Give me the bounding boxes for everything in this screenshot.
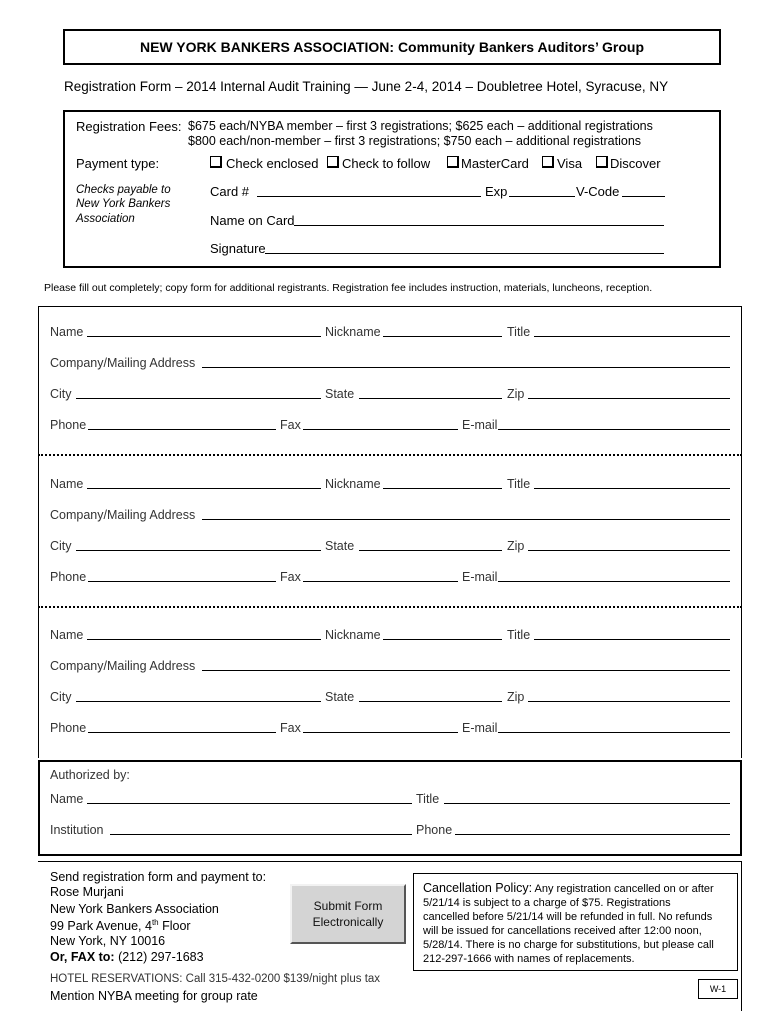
card-number-field[interactable] — [257, 196, 481, 197]
street-address-suffix: th — [151, 918, 159, 927]
payment-type-label: Payment type: — [76, 156, 160, 171]
submit-form-button[interactable] — [290, 884, 406, 944]
registrant-1-phone-label: Phone — [50, 418, 87, 432]
cancellation-heading: Cancellation Policy: — [423, 881, 533, 895]
registrant-2-state-field[interactable] — [359, 550, 502, 551]
street-address-floor: Floor — [158, 919, 191, 934]
registrant-3-nickname-label: Nickname — [325, 628, 381, 642]
registrant-1-nickname-label: Nickname — [325, 325, 381, 339]
institution-label: Institution — [50, 823, 104, 837]
registrant-2-nickname-label: Nickname — [325, 477, 381, 491]
registrant-2-email-label: E-mail — [462, 570, 498, 584]
submit-button-line-1: Submit Form — [313, 899, 383, 913]
visa-label: Visa — [557, 156, 583, 171]
fax-line — [50, 951, 204, 964]
registrant-1-state-field[interactable] — [359, 398, 502, 399]
registrant-3-city-field[interactable] — [76, 701, 321, 702]
registrants-box — [38, 306, 742, 758]
fee-line-members: $675 each/NYBA member – first 3 registrations; $625 each – additional registrations — [188, 119, 653, 133]
registrant-1-nickname-field[interactable] — [383, 336, 502, 337]
registrant-3-fax-label: Fax — [280, 721, 301, 735]
registrant-1-address-label: Company/Mailing Address — [50, 356, 196, 370]
signature-field[interactable] — [265, 253, 664, 254]
registrant-3-zip-label: Zip — [507, 690, 525, 704]
check-enclosed-checkbox[interactable] — [210, 156, 222, 168]
page-title: NEW YORK BANKERS ASSOCIATION: Community Bankers Auditors’ Group — [139, 39, 645, 55]
registrant-3-title-field[interactable] — [534, 639, 730, 640]
registrant-1-email-label: E-mail — [462, 418, 498, 432]
payee-name-line-1: New York Bankers — [76, 198, 171, 210]
form-instructions: Please fill out completely; copy form for additional registrants. Registration fee includes instruction, materials, luncheons, reception. — [44, 282, 653, 294]
cancellation-text-4: 5/28/14. There is no charge for substitutions, but please call — [423, 939, 714, 951]
name-on-card-field[interactable] — [294, 225, 664, 226]
registrant-divider — [38, 454, 742, 456]
registrant-1-phone-field[interactable] — [88, 429, 276, 430]
checks-payable-note: Checks payable to — [76, 184, 171, 196]
registrant-2-fax-field[interactable] — [303, 581, 458, 582]
registrant-1-city-field[interactable] — [76, 398, 321, 399]
mastercard-label: MasterCard — [461, 156, 529, 171]
submit-button-line-2: Electronically — [312, 915, 384, 929]
registrant-2-title-label: Title — [507, 477, 531, 491]
registrant-3-phone-label: Phone — [50, 721, 87, 735]
registrant-2-nickname-field[interactable] — [383, 488, 502, 489]
check-to-follow-checkbox[interactable] — [327, 156, 339, 168]
registrant-3-email-field[interactable] — [498, 732, 730, 733]
discover-checkbox[interactable] — [596, 156, 608, 168]
expiration-field[interactable] — [509, 196, 575, 197]
registrant-1-name-field[interactable] — [87, 336, 321, 337]
registrant-2-fax-label: Fax — [280, 570, 301, 584]
registrant-1-zip-field[interactable] — [528, 398, 730, 399]
form-code-box — [698, 979, 738, 999]
registrant-1-title-label: Title — [507, 325, 531, 339]
discover-label: Discover — [610, 156, 661, 171]
authorized-heading: Authorized by: — [50, 768, 130, 782]
group-rate-note: Mention NYBA meeting for group rate — [50, 989, 258, 1003]
registrant-3-state-label: State — [325, 690, 355, 704]
title-box — [63, 29, 721, 65]
registrant-3-name-field[interactable] — [87, 639, 321, 640]
registrant-2-email-field[interactable] — [498, 581, 730, 582]
hotel-reservations: HOTEL RESERVATIONS: Call 315-432-0200 $139/night plus tax — [50, 973, 381, 985]
authorized-title-label: Title — [416, 792, 440, 806]
registrant-2-city-label: City — [50, 539, 72, 553]
cancellation-text-5: 212-297-1666 with names of replacements. — [423, 953, 635, 965]
fax-label: Or, FAX to: — [50, 950, 115, 964]
registrant-2-name-field[interactable] — [87, 488, 321, 489]
cancellation-text-0: Any registration cancelled on or after — [532, 883, 714, 895]
registrant-1-address-field[interactable] — [202, 367, 730, 368]
street-address-main: 99 Park Avenue, 4 — [50, 919, 152, 934]
signature-label: Signature — [210, 241, 266, 256]
send-to-heading: Send registration form and payment to: — [50, 870, 267, 884]
street-address — [50, 919, 191, 933]
cancellation-text-2: cancelled before 5/21/14 will be refunded in full. No refunds — [423, 911, 713, 923]
name-on-card-label: Name on Card — [210, 213, 295, 228]
registration-fees-label: Registration Fees: — [76, 119, 182, 134]
registrant-3-state-field[interactable] — [359, 701, 502, 702]
registrant-1-email-field[interactable] — [498, 429, 730, 430]
mastercard-checkbox[interactable] — [447, 156, 459, 168]
authorized-box — [38, 760, 742, 856]
registrant-3-address-field[interactable] — [202, 670, 730, 671]
vcode-field[interactable] — [622, 196, 665, 197]
registrant-3-address-label: Company/Mailing Address — [50, 659, 196, 673]
authorized-title-field[interactable] — [444, 803, 730, 804]
card-number-label: Card # — [210, 184, 250, 199]
contact-name: Rose Murjani — [50, 885, 124, 899]
registrant-2-state-label: State — [325, 539, 355, 553]
registrant-1-fax-label: Fax — [280, 418, 301, 432]
registrant-3-email-label: E-mail — [462, 721, 498, 735]
authorized-phone-label: Phone — [416, 823, 453, 837]
registrant-3-fax-field[interactable] — [303, 732, 458, 733]
registrant-divider — [38, 606, 742, 608]
payee-name-line-2: Association — [76, 213, 135, 225]
registrant-2-zip-field[interactable] — [528, 550, 730, 551]
registrant-2-address-field[interactable] — [202, 519, 730, 520]
registrant-2-zip-label: Zip — [507, 539, 525, 553]
fax-number: (212) 297-1683 — [114, 950, 204, 964]
city-state-zip: New York, NY 10016 — [50, 934, 166, 948]
form-code: W-1 — [709, 984, 727, 994]
registrant-2-city-field[interactable] — [76, 550, 321, 551]
registrant-3-zip-field[interactable] — [528, 701, 730, 702]
cancellation-text-3: will be issued for cancellations received after 12:00 noon, — [423, 925, 702, 937]
check-to-follow-label: Check to follow — [342, 156, 431, 171]
authorized-phone-field[interactable] — [455, 834, 730, 835]
registrant-3-city-label: City — [50, 690, 72, 704]
page-subtitle: Registration Form – 2014 Internal Audit Training — June 2-4, 2014 – Doubletree Hotel, Syracuse, NY — [64, 79, 669, 94]
registrant-1-name-label: Name — [50, 325, 84, 339]
registrant-2-phone-field[interactable] — [88, 581, 276, 582]
authorized-name-field[interactable] — [87, 803, 412, 804]
registrant-1-city-label: City — [50, 387, 72, 401]
expiration-label: Exp — [485, 184, 508, 199]
visa-checkbox[interactable] — [542, 156, 554, 168]
registrant-2-phone-label: Phone — [50, 570, 87, 584]
registrant-2-name-label: Name — [50, 477, 84, 491]
registrant-1-fax-field[interactable] — [303, 429, 458, 430]
organization-name: New York Bankers Association — [50, 902, 219, 916]
registrant-3-phone-field[interactable] — [88, 732, 276, 733]
registrant-1-state-label: State — [325, 387, 355, 401]
registrant-3-name-label: Name — [50, 628, 84, 642]
registrant-3-title-label: Title — [507, 628, 531, 642]
cancellation-text-1: 5/21/14 is subject to a charge of $75. Registrations — [423, 897, 671, 909]
vcode-label: V-Code — [576, 184, 620, 199]
registrant-1-title-field[interactable] — [534, 336, 730, 337]
institution-field[interactable] — [110, 834, 412, 835]
registrant-2-title-field[interactable] — [534, 488, 730, 489]
registrant-1-zip-label: Zip — [507, 387, 525, 401]
registrant-2-address-label: Company/Mailing Address — [50, 508, 196, 522]
check-enclosed-label: Check enclosed — [226, 156, 319, 171]
fee-line-nonmembers: $800 each/non-member – first 3 registrations; $750 each – additional registrations — [188, 134, 642, 148]
authorized-name-label: Name — [50, 792, 84, 806]
cancellation-first-line — [423, 882, 714, 895]
registrant-3-nickname-field[interactable] — [383, 639, 502, 640]
